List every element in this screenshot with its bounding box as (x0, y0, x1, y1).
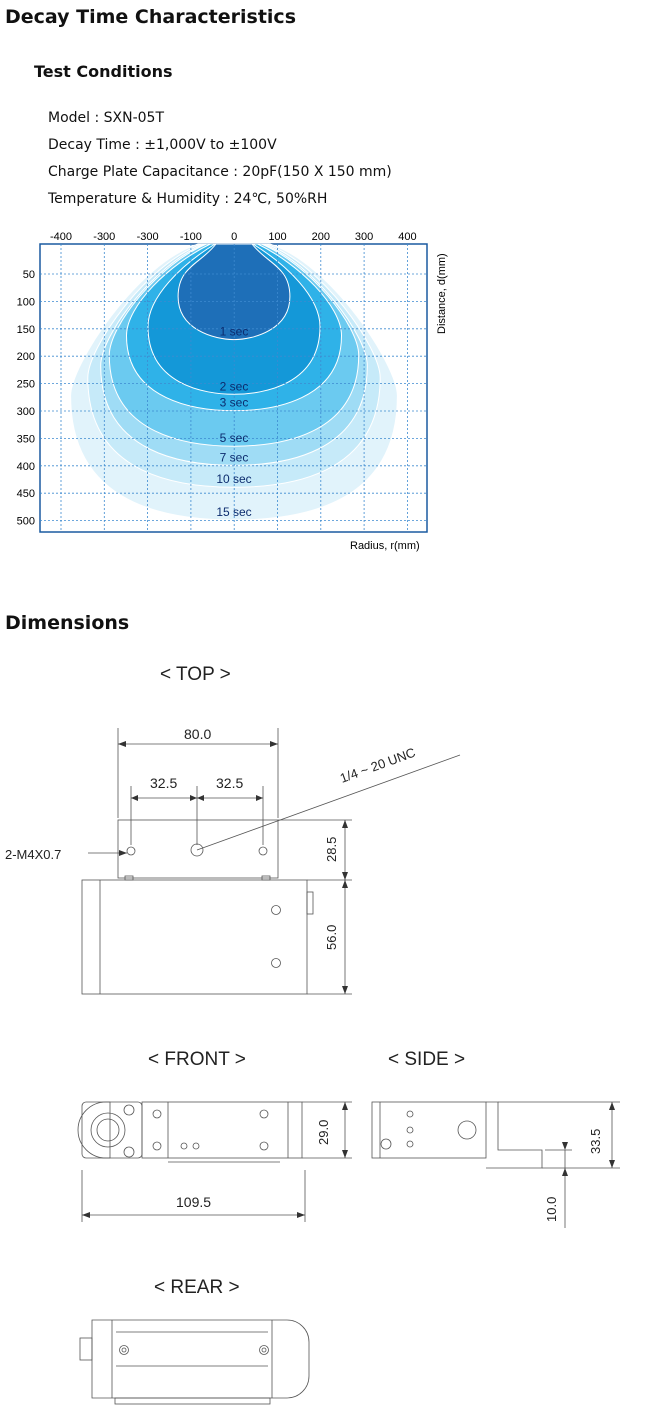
top-hole-right-label: 32.5 (216, 775, 244, 791)
top-view-title: < TOP > (160, 664, 231, 685)
y-tick-label: 500 (16, 515, 35, 528)
y-tick-label: 300 (16, 406, 35, 418)
dimensions-heading: Dimensions (5, 612, 130, 634)
x-tick-label: 200 (311, 231, 330, 243)
conditions-list (48, 105, 392, 213)
x-tick-label: 300 (354, 231, 374, 243)
contour-label-3-sec: 3 sec (219, 395, 249, 410)
contour-label-10-sec: 10 sec (216, 472, 252, 487)
y-tick-label: 150 (16, 323, 35, 336)
condition-capacitance: Charge Plate Capacitance : 20pF(150 X 150 mm) (48, 164, 392, 180)
y-tick-label: 100 (16, 296, 35, 309)
contour-label-1-sec: 1 sec (219, 324, 249, 339)
decay-heading: Decay Time Characteristics (5, 6, 297, 28)
front-view-drawing (78, 1102, 352, 1222)
contour-label-5-sec: 5 sec (219, 431, 249, 446)
top-width-label: 80.0 (184, 726, 212, 742)
x-tick-label: -300 (136, 231, 159, 243)
y-tick-label: 250 (16, 378, 35, 391)
top-hole-left-label: 32.5 (150, 775, 178, 791)
front-height-label: 29.0 (316, 1119, 331, 1145)
x-ticks (50, 231, 417, 243)
y-axis-label: Distance, d(mm) (436, 253, 448, 334)
side-view-title: < SIDE > (388, 1049, 466, 1070)
body-depth-label: 56.0 (324, 924, 339, 950)
contour-label-2-sec: 2 sec (219, 379, 249, 394)
x-tick-label: -100 (179, 231, 202, 243)
front-view-title: < FRONT > (148, 1049, 246, 1070)
y-tick-label: 450 (16, 488, 35, 501)
rear-view-title: < REAR > (154, 1277, 240, 1298)
side-height-label: 33.5 (588, 1128, 603, 1154)
rear-view-drawing (80, 1320, 309, 1404)
y-tick-label: 400 (16, 460, 35, 473)
condition-model: Model : SXN-05T (48, 110, 165, 126)
x-tick-label: 400 (398, 231, 417, 243)
y-tick-label: 350 (16, 433, 35, 446)
top-view-drawing (82, 728, 460, 994)
thread-label: 1/4 ~ 20 UNC (337, 744, 418, 786)
front-length-label: 109.5 (176, 1194, 212, 1210)
contour-label-15-sec: 15 sec (216, 505, 252, 519)
condition-decay-time: Decay Time : ±1,000V to ±100V (48, 137, 277, 153)
y-ticks (17, 269, 35, 528)
decay-chart (0, 222, 460, 562)
y-tick-label: 200 (16, 351, 35, 364)
dimension-drawings (0, 640, 649, 1412)
x-tick-label: 0 (231, 231, 238, 243)
x-tick-label: -400 (49, 231, 73, 243)
test-conditions-heading: Test Conditions (34, 62, 173, 81)
contour-label-7-sec: 7 sec (219, 450, 249, 465)
screw-label: 2-M4X0.7 (5, 847, 62, 862)
top-depth-label: 28.5 (324, 836, 339, 862)
condition-temperature: Temperature & Humidity : 24℃, 50%RH (48, 191, 328, 207)
x-axis-label: Radius, r(mm) (350, 540, 420, 552)
x-tick-label: 100 (268, 231, 287, 243)
y-tick-label: 50 (22, 269, 35, 281)
side-view-drawing (372, 1102, 620, 1228)
side-offset-label: 10.0 (544, 1196, 559, 1222)
x-tick-label: -300 (93, 231, 116, 243)
